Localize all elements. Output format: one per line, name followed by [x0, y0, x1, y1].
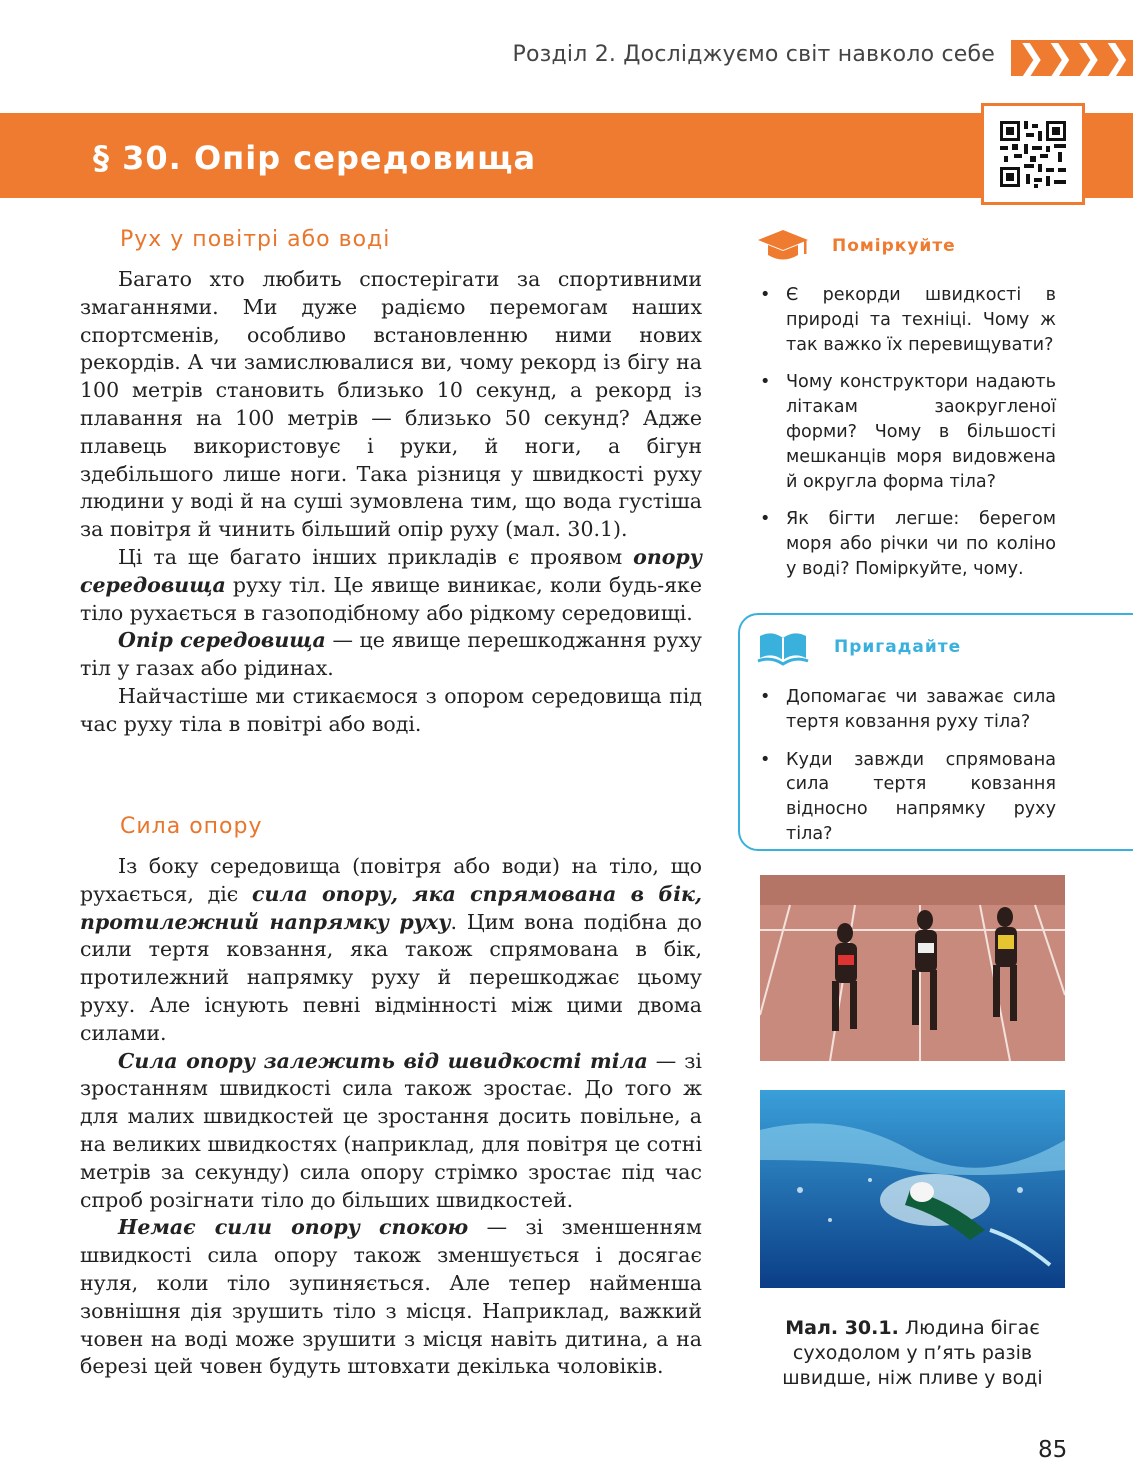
- paragraph: [80, 853, 702, 1048]
- list-item: • Куди завжди спрямована сила тертя ковзання відносно напрямку руху тіла?: [760, 748, 1056, 847]
- chevron-arrows-icon: [1011, 40, 1133, 76]
- paragraph: [80, 544, 702, 627]
- running-title: Розділ 2. Досліджуємо світ навколо себе: [512, 42, 995, 67]
- text: Ці та ще багато інших прикладів є проявом: [118, 544, 634, 569]
- think-heading: Поміркуйте: [832, 236, 956, 256]
- list-item: • Є рекорди швидкості в природі та техніці. Чому ж так важко їх перевищувати?: [760, 283, 1056, 357]
- book-icon: [756, 628, 810, 668]
- list-item: • Допомагає чи заважає сила тертя ковзання руху тіла?: [760, 685, 1056, 735]
- qr-code-icon[interactable]: [981, 103, 1085, 205]
- chevron-glyphs: ❯❯❯❯: [1017, 38, 1131, 78]
- list-item: • Чому конструктори надають літакам заокругленої форми? Чому в більшості мешканців моря видовжена й округла форма тіла?: [760, 370, 1056, 494]
- runners-photo: [760, 875, 1065, 1061]
- graduation-cap-icon: [756, 228, 810, 264]
- figure-caption: [760, 1316, 1065, 1391]
- text: — це явище перешкоджання руху тіл у газах або рідинах.: [80, 628, 702, 681]
- text: . Цим вона подібна до сили тертя ковзання, яка також спрямована в бік, протилежний напрямку руху й перешкоджає цьому руху. Але існують певні відмінності між цими двома силами.: [80, 909, 702, 1045]
- definition-paragraph: [80, 627, 702, 683]
- remind-list: [760, 685, 1056, 860]
- term-definition: Опір середовища: [118, 628, 326, 653]
- swimmer-photo: [760, 1090, 1065, 1288]
- caption-text: Людина бігає суходолом у п’ять разів швидше, ніж пливе у воді: [782, 1317, 1043, 1389]
- remind-heading: Пригадайте: [834, 637, 962, 657]
- text: руху тіл. Це явище виникає, коли будь-яке тіло рухається в газоподібному або рідкому середовищі.: [80, 572, 702, 625]
- caption-label: Мал. 30.1.: [785, 1317, 899, 1339]
- emphasis: сила опору, яка спрямована в бік, протилежний напрямку руху: [80, 881, 702, 934]
- paragraph: Найчастіше ми стикаємося з опором середовища під час руху тіла в повітрі або воді.: [80, 683, 702, 736]
- text: — зі зменшенням швидкості сила опору також зменшується і досягає нуля, коли тіло зупиняється. Але тепер найменша зовнішня дія зрушить тіло з місця. Наприклад, важкий човен на воді може зрушити з місця навіть дитина, а на березі цей човен будуть штовхати декілька чоловіків.: [80, 1215, 702, 1379]
- term-medium-resistance: опору середовища: [80, 544, 702, 597]
- page-number: 85: [1038, 1437, 1068, 1463]
- chapter-title: § 30. Опір середовища: [93, 139, 537, 177]
- section-1-body: [80, 266, 702, 739]
- emphasis: Сила опору залежить від швидкості тіла: [118, 1048, 648, 1073]
- paragraph: [80, 1048, 702, 1215]
- think-list: [760, 283, 1056, 595]
- list-item: • Як бігти легше: берегом моря або річки чи по коліно у воді? Поміркуйте, чому.: [760, 507, 1056, 581]
- emphasis: Немає сили опору спокою: [118, 1215, 469, 1240]
- paragraph: Багато хто любить спостерігати за спортивними змаганнями. Ми дуже радіємо перемогам наших спортсменів, особливо встановленню ними нових рекордів. А чи замислювалися ви, чому рекорд із бігу на 100 метрів становить близько 10 секунд, а рекорд із плавання на 100 метрів — близько 50 секунд? Адже плавець використовує і руки, й ноги, а бігун здебільшого лише ноги. Така різниця у швидкості руху людини у воді й на суші зумовлена тим, що вода густіша за повітря й чинить більший опір руху (мал. 30.1).: [80, 267, 702, 542]
- paragraph: [80, 1214, 702, 1381]
- section-heading-motion: Рух у повітрі або воді: [120, 227, 391, 252]
- section-2-body: [80, 853, 702, 1381]
- qr-code-graphic: [984, 106, 1082, 202]
- text: — зі зростанням швидкості сила також зростає. До того ж для малих швидкостей це зростання досить повільне, а на великих швидкостях (наприклад, для повітря це сотні метрів за секунду) сила опору стрімко зростає під час спроб розігнати тіло до більших швидкостей.: [80, 1048, 702, 1212]
- section-heading-resistance-force: Сила опору: [120, 814, 263, 839]
- text: Із боку середовища (повітря або води) на тіло, що рухається, діє: [80, 854, 702, 906]
